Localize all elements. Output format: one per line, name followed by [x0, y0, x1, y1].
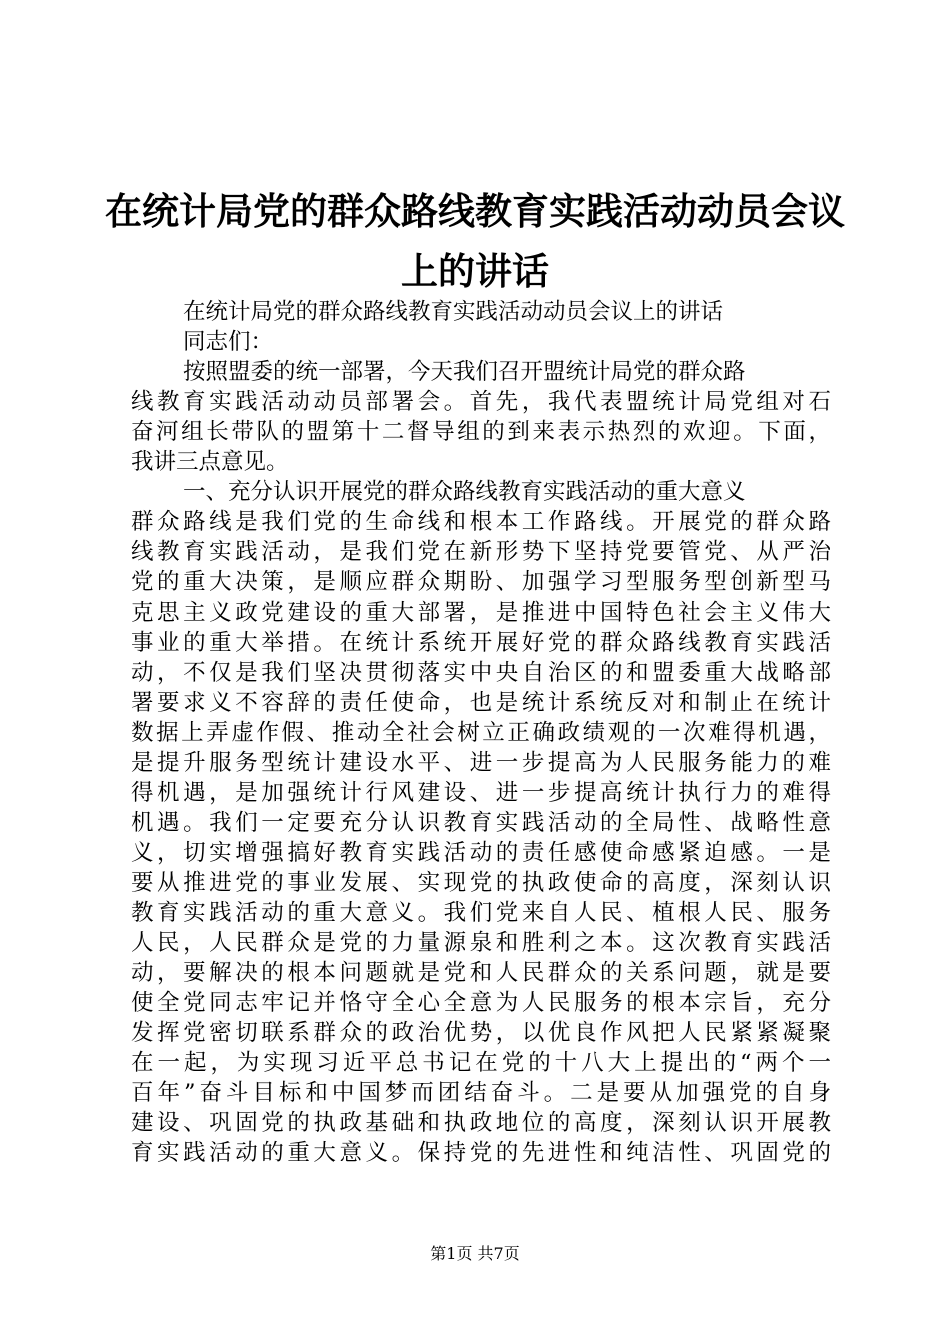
- page-footer: 第1页 共7页: [430, 1244, 520, 1263]
- body-line: 百年”奋斗目标和中国梦而团结奋斗。二是要从加强党的自身: [131, 1080, 831, 1107]
- body-line: 动，要解决的根本问题就是党和人民群众的关系问题，就是要: [131, 960, 831, 987]
- body-line: 克思主义政党建设的重大部署，是推进中国特色社会主义伟大: [131, 599, 831, 626]
- body-line: 奋河组长带队的盟第十二督导组的到来表示热烈的欢迎。下面，: [131, 419, 831, 446]
- body-line: 群众路线是我们党的生命线和根本工作路线。开展党的群众路: [131, 509, 831, 536]
- body-line: 线教育实践活动，是我们党在新形势下坚持党要管党、从严治: [131, 539, 831, 566]
- body-line: 在统计局党的群众路线教育实践活动动员会议上的讲话: [183, 299, 724, 325]
- body-line: 是提升服务型统计建设水平、进一步提高为人民服务能力的难: [131, 749, 831, 776]
- body-line: 署要求义不容辞的责任使命，也是统计系统反对和制止在统计: [131, 689, 831, 716]
- body-line: 使全党同志牢记并恪守全心全意为人民服务的根本宗旨，充分: [131, 990, 831, 1017]
- body-line: 发挥党密切联系群众的政治优势，以优良作风把人民紧紧凝聚: [131, 1020, 831, 1047]
- body-line: 同志们：: [183, 329, 274, 356]
- body-line: 得机遇，是加强统计行风建设、进一步提高统计执行力的难得: [131, 779, 831, 806]
- body-line: 机遇。我们一定要充分认识教育实践活动的全局性、战略性意: [131, 809, 831, 836]
- body-line: 要从推进党的事业发展、实现党的执政使命的高度，深刻认识: [131, 869, 831, 896]
- body-line: 事业的重大举措。在统计系统开展好党的群众路线教育实践活: [131, 629, 831, 656]
- body-line: 育实践活动的重大意义。保持党的先进性和纯洁性、巩固党的: [131, 1140, 831, 1167]
- body-line: 数据上弄虚作假、推动全社会树立正确政绩观的一次难得机遇，: [131, 719, 831, 746]
- document-title-line-2: 上的讲话: [401, 250, 549, 293]
- body-line: 义，切实增强搞好教育实践活动的责任感使命感紧迫感。一是: [131, 839, 831, 866]
- body-line: 我讲三点意见。: [131, 449, 289, 476]
- body-line: 教育实践活动的重大意义。我们党来自人民、植根人民、服务: [131, 900, 831, 926]
- body-line: 党的重大决策，是顺应群众期盼、加强学习型服务型创新型马: [131, 569, 831, 596]
- body-line: 一、充分认识开展党的群众路线教育实践活动的重大意义: [183, 479, 746, 506]
- body-line: 在一起，为实现习近平总书记在党的十八大上提出的“两个一: [131, 1050, 831, 1077]
- body-line: 动，不仅是我们坚决贯彻落实中央自治区的和盟委重大战略部: [131, 659, 831, 686]
- body-line: 人民，人民群众是党的力量源泉和胜利之本。这次教育实践活: [131, 930, 831, 957]
- body-line: 线教育实践活动动员部署会。首先，我代表盟统计局党组对石: [131, 389, 831, 416]
- body-line: 按照盟委的统一部署，今天我们召开盟统计局党的群众路: [183, 359, 746, 386]
- document-title-line-1: 在统计局党的群众路线教育实践活动动员会议: [105, 190, 845, 233]
- body-line: 建设、巩固党的执政基础和执政地位的高度，深刻认识开展教: [131, 1110, 831, 1137]
